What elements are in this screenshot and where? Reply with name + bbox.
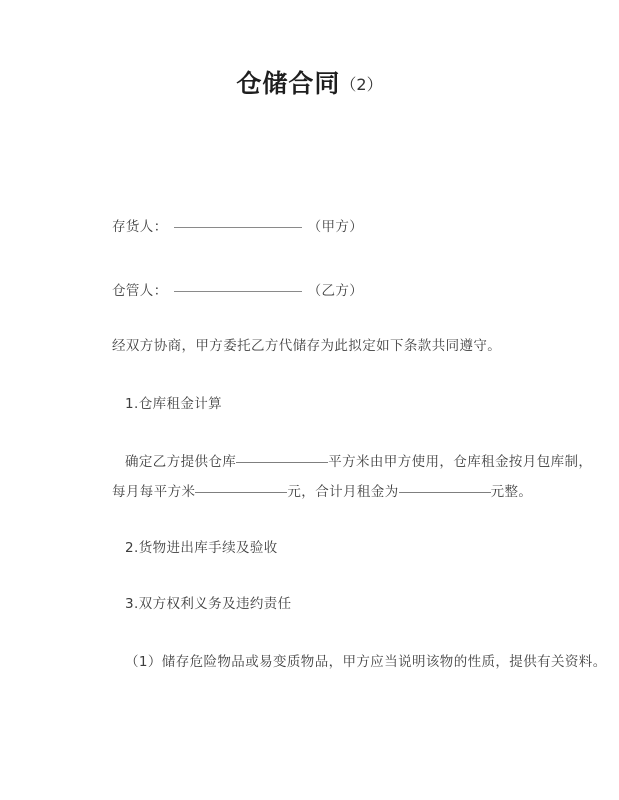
section-number-1: 1. xyxy=(125,396,139,412)
spacer xyxy=(112,417,542,447)
section-heading-3 xyxy=(112,591,542,617)
rent-blank-price[interactable] xyxy=(195,492,287,493)
clause-item-1-marker: （1） xyxy=(125,654,162,670)
party-blank-custodian[interactable] xyxy=(174,291,302,292)
section-heading-1 xyxy=(112,391,542,417)
section-title-3: 双方权利义务及违约责任 xyxy=(138,596,292,612)
clause-item-1-text: 储存危险物品或易变质物品，甲方应当说明该物的性质，提供有关资料。 xyxy=(161,654,607,670)
party-blank-consignor[interactable] xyxy=(174,227,302,228)
rent-clause-line-1 xyxy=(112,447,593,477)
rent-blank-area[interactable] xyxy=(236,462,328,463)
spacer xyxy=(112,507,542,535)
spacer xyxy=(112,561,542,591)
spacer xyxy=(112,361,542,391)
section-number-2: 2. xyxy=(125,540,139,556)
document-body xyxy=(112,214,607,677)
party-role-consignor: （甲方） xyxy=(307,219,364,235)
rent-text-before-price: 每月每平方米 xyxy=(112,484,196,500)
rent-clause-line-2 xyxy=(112,477,542,507)
page-title-suffix: （2） xyxy=(340,75,383,94)
preamble-paragraph: 经双方协商，甲方委托乙方代储存为此拟定如下条款共同遵守。 xyxy=(112,338,502,354)
rent-blank-total[interactable] xyxy=(399,492,491,493)
spacer xyxy=(112,617,542,647)
spacer xyxy=(112,240,542,278)
rent-text-after-total: 元整。 xyxy=(490,484,533,500)
party-row-custodian xyxy=(112,278,542,304)
page-title-main: 仓储合同 xyxy=(236,69,341,98)
clause-item-1 xyxy=(112,647,607,677)
party-role-custodian: （乙方） xyxy=(307,283,364,299)
rent-text-after-area: 平方米由甲方使用，仓库租金按月包库制， xyxy=(328,454,593,470)
rent-text-before-area: 确定乙方提供仓库 xyxy=(125,454,237,470)
section-title-1: 仓库租金计算 xyxy=(138,396,223,412)
rent-text-middle: 元，合计月租金为 xyxy=(287,484,399,500)
page-title xyxy=(0,68,619,99)
party-row-consignor xyxy=(112,214,542,240)
party-label-consignor: 存货人： xyxy=(112,219,168,235)
spacer xyxy=(112,304,542,331)
section-heading-2 xyxy=(112,535,542,561)
section-number-3: 3. xyxy=(125,596,139,612)
party-label-custodian: 仓管人： xyxy=(112,283,168,299)
section-title-2: 货物进出库手续及验收 xyxy=(138,540,278,556)
